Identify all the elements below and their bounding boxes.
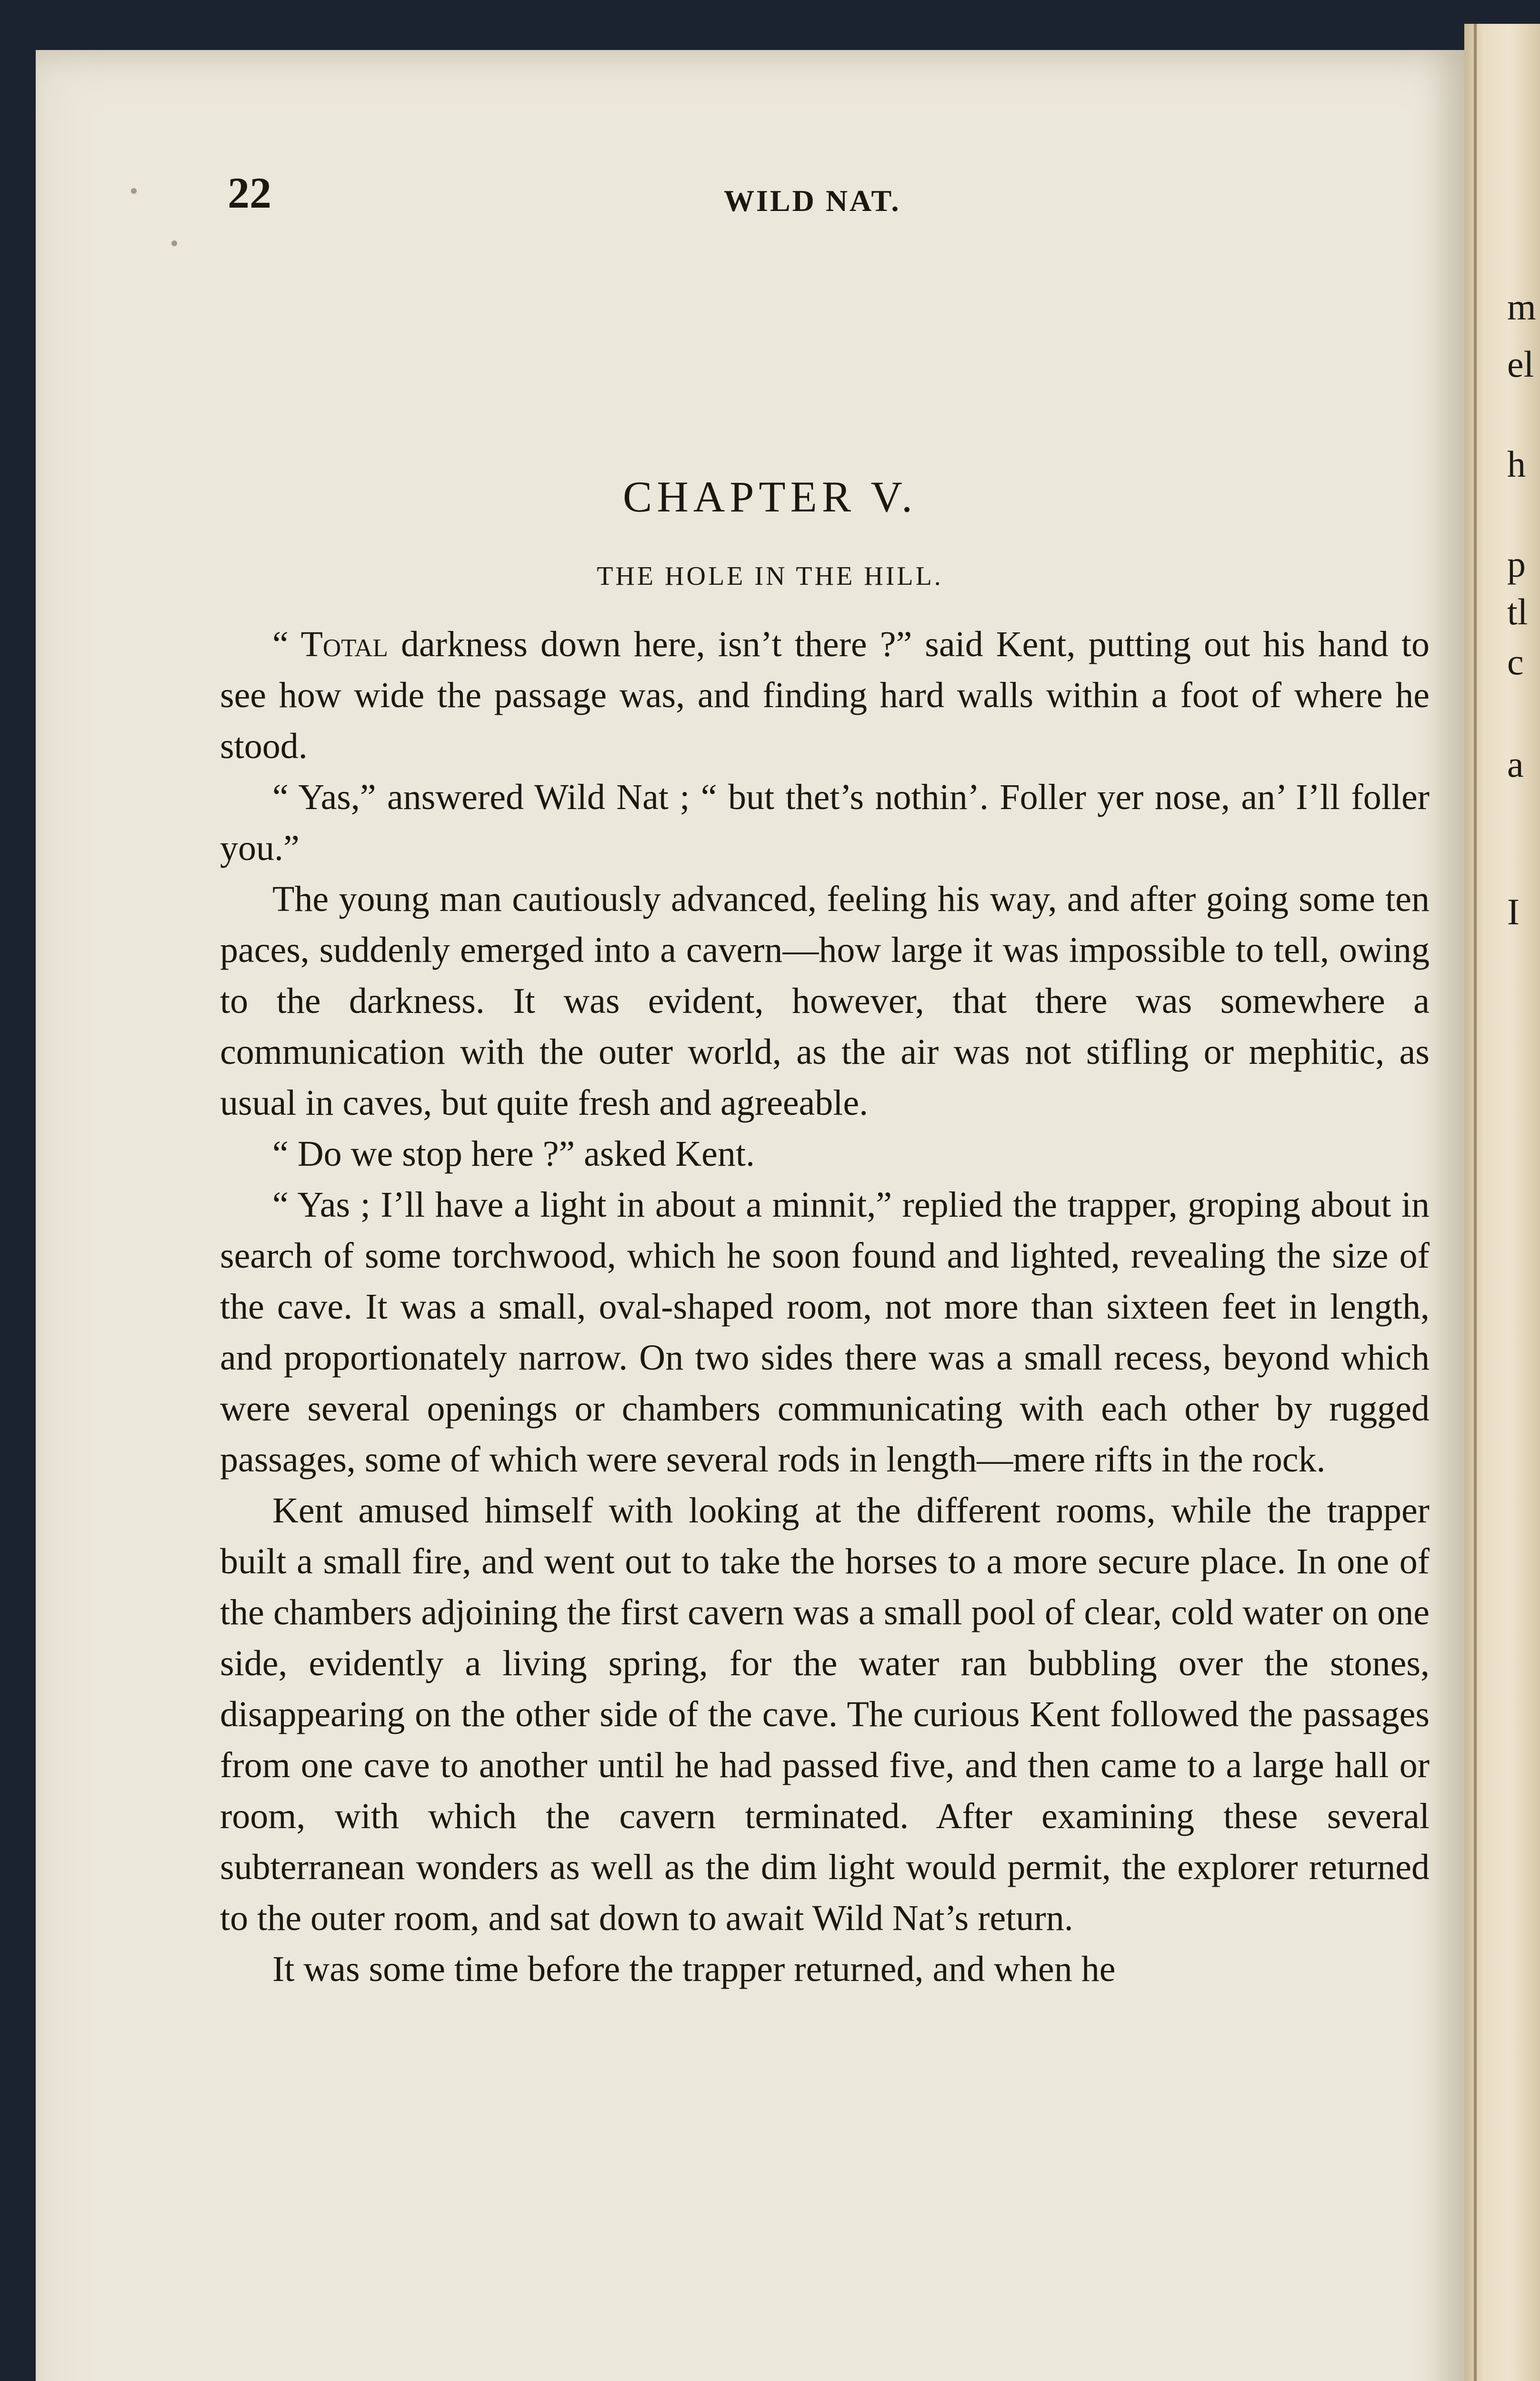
paragraph-text: “ Yas,” answered Wild Nat ; “ but thet’s nothin’. Foller yer nose, an’ I’ll foller you.”: [220, 777, 1430, 868]
paragraph: [220, 1180, 1430, 1485]
next-page-fragment: I: [1507, 891, 1520, 932]
next-page-fragment: el: [1507, 343, 1534, 385]
next-page-fragment: p: [1507, 543, 1526, 585]
next-page-fragment: h: [1507, 443, 1526, 485]
paragraph-text: “ Yas ; I’ll have a light in about a minnit,” replied the trapper, groping about in search of some torchwood, which he soon found and lighted, revealing the size of the cave. It was a small, oval-shaped room, not more than sixteen feet in length, and proportionately narrow. On two sides there was a small recess, beyond which were several openings or chambers communicating with each other by rugged passages, some of which were several rods in length—mere rifts in the rock.: [220, 1185, 1430, 1480]
paragraph-text: It was some time before the trapper returned, and when he: [272, 1949, 1116, 1989]
paragraph: [220, 874, 1430, 1129]
paragraph-lead: “ Total: [272, 624, 388, 664]
page-speck: [171, 240, 177, 246]
next-page-fragment: tl: [1507, 591, 1528, 632]
paragraph: [220, 619, 1430, 772]
next-page-fragment: m: [1507, 286, 1536, 328]
paragraph: [220, 1485, 1430, 1944]
chapter-subtitle: THE HOLE IN THE HILL.: [597, 561, 943, 591]
next-page-fragment: c: [1507, 641, 1524, 682]
paragraph: [220, 1129, 1430, 1180]
body-text: [220, 619, 1430, 1995]
paragraph-text: “ Do we stop here ?” asked Kent.: [272, 1134, 755, 1174]
chapter-title: CHAPTER V.: [622, 472, 918, 521]
paragraph-text: Kent amused himself with looking at the different rooms, while the trapper built a small fire, and went out to take the horses to a more secure place. In one of the chambers adjoining the first cavern was a small pool of clear, cold water on one side, evidently a living spring, for the water ran bubbling over the stones, disappearing on the other side of the cave. The curious Kent followed the passages from one cave to another until he had passed five, and then came to a large hall or room, with which the cavern terminated. After examining these several subterranean wonders as well as the dim light would permit, the explorer returned to the outer room, and sat down to await Wild Nat’s return.: [220, 1491, 1430, 1938]
running-head: WILD NAT.: [724, 184, 901, 218]
gutter-edge: [1474, 24, 1477, 2381]
paragraph: [220, 1944, 1430, 1995]
paragraph-text: The young man cautiously advanced, feeling his way, and after going some ten paces, suddenly emerged into a cavern—how large it was impossible to tell, owing to the darkness. It was evident, however, that there was somewhere a communication with the outer world, as the air was not stifling or mephitic, as usual in caves, but quite fresh and agreeable.: [220, 879, 1430, 1123]
next-page-fragment: a: [1507, 743, 1524, 785]
paragraph: [220, 772, 1430, 874]
page-number: 22: [228, 169, 271, 217]
page-speck: [131, 188, 137, 194]
paragraph-text: darkness down here, isn’t there ?” said Kent, putting out his hand to see how wide the passage was, and finding hard walls within a foot of where he stood.: [220, 624, 1430, 766]
